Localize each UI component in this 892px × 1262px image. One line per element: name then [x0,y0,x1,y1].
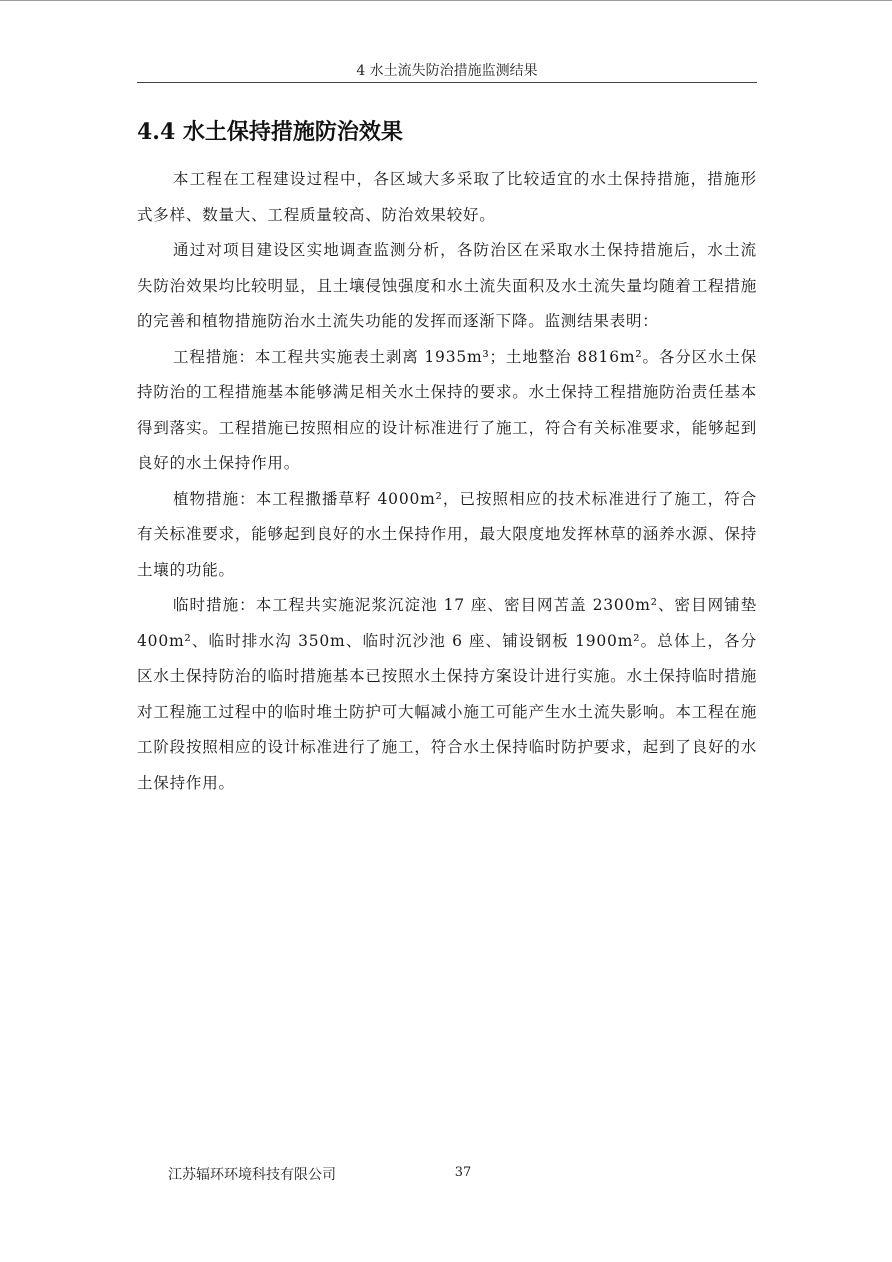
footer-company: 江苏辐环环境科技有限公司 [168,1167,336,1183]
page-top-border [0,0,892,1]
paragraph-monitoring-analysis: 通过对项目建设区实地调查监测分析，各防治区在采取水土保持措施后，水土流失防治效果均比较明显，且土壤侵蚀强度和水土流失面积及水土流失量均随着工程措施的完善和植物措施防治水土流失功能的发挥而逐渐下降。监测结果表明： [137,241,757,330]
paragraph-engineering-measures: 工程措施：本工程共实施表土剥离 1935m³；土地整治 8816m²。各分区水土保持防治的工程措施基本能够满足相关水土保持的要求。水土保持工程措施防治责任基本得到落实。工程措施已按照相应的设计标准进行了施工，符合有关标准要求，能够起到良好的水土保持作用。 [137,347,757,472]
header-rule [137,82,757,83]
paragraph-vegetation-measures: 植物措施：本工程撒播草籽 4000m²，已按照相应的技术标准进行了施工，符合有关标准要求，能够起到良好的水土保持作用，最大限度地发挥林草的涵养水源、保持土壤的功能。 [137,489,757,579]
paragraph-intro: 本工程在工程建设过程中，各区域大多采取了比较适宜的水土保持措施，措施形式多样、数量大、工程质量较高、防治效果较好。 [137,170,757,224]
section-title: 4.4 水土保持措施防治效果 [137,119,403,145]
body-text [137,162,757,801]
page-number: 37 [454,1165,472,1180]
paragraph-temporary-measures: 临时措施：本工程共实施泥浆沉淀池 17 座、密目网苫盖 2300m²、密目网铺垫 400m²、临时排水沟 350m、临时沉沙池 6 座、铺设钢板 1900m²。总体上，各分区水土保持防治的临时措施基本已按照水土保持方案设计进行实施。水土保持临时措施对工程施工过程中的临时堆土防护可大幅减小施工可能产生水土流失影响。本工程在施工阶段按照相应的设计标准进行了施工，符合水土保持临时防护要求，起到了良好的水土保持作用。 [137,596,757,792]
running-header: 4 水土流失防治措施监测结果 [356,63,538,79]
